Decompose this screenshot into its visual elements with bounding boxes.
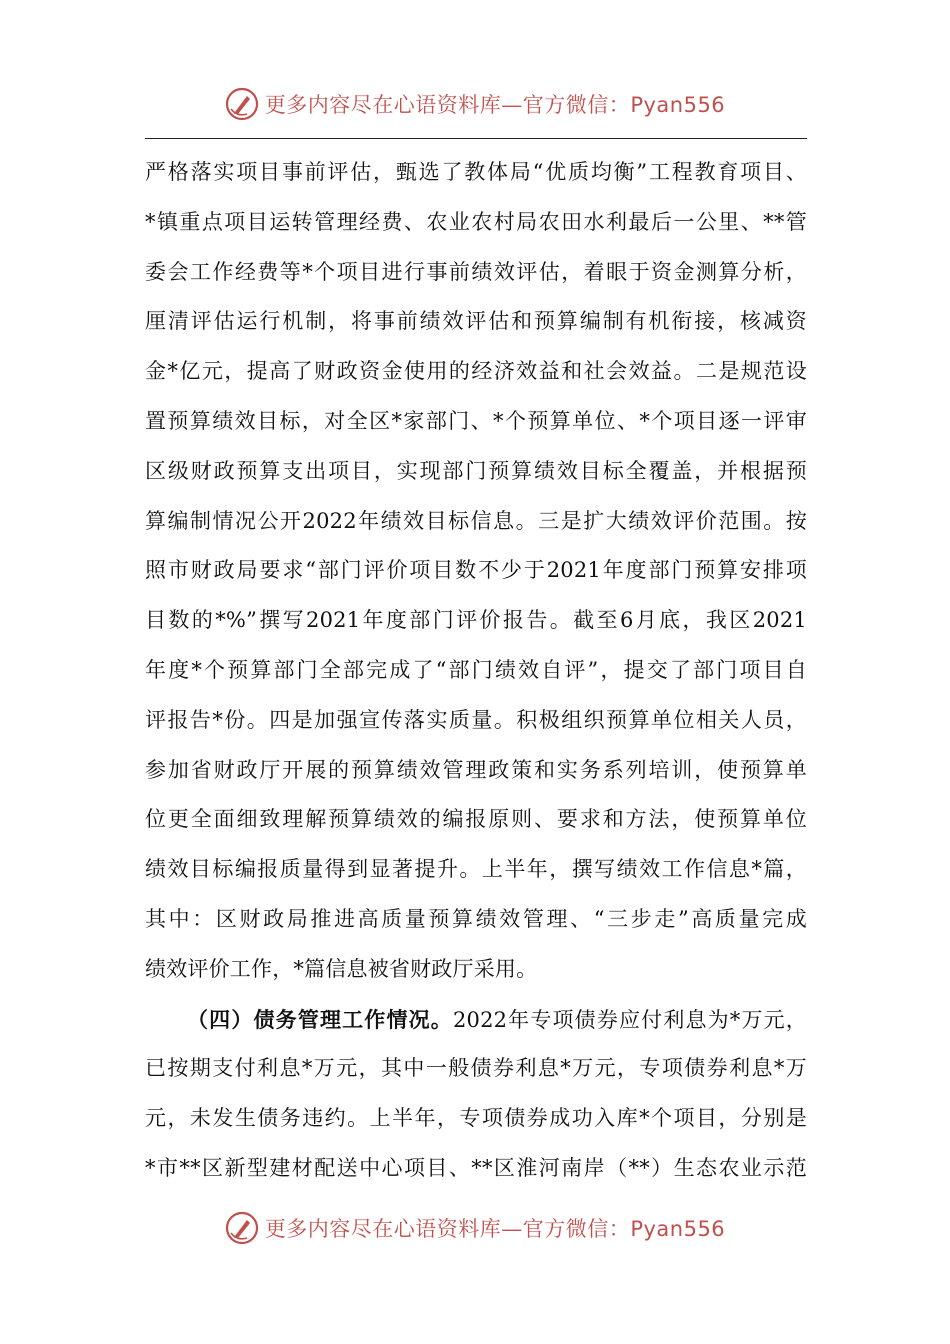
document-body bbox=[145, 148, 807, 1194]
footer-banner-text: 更多内容尽在心语资料库—官方微信：Pyan556 bbox=[264, 1217, 726, 1241]
header-banner bbox=[0, 82, 950, 126]
body-line: 绩效评价工作，*篇信息被省财政厅采用。 bbox=[145, 956, 538, 981]
header-banner-text: 更多内容尽在心语资料库—官方微信：Pyan556 bbox=[264, 93, 726, 117]
body-line: 照市财政局要求“部门评价项目数不少于2021年度部门预算安排项 bbox=[145, 558, 807, 583]
body-line: 厘清评估运行机制，将事前绩效评估和预算编制有机衔接，核减资 bbox=[145, 309, 807, 334]
section4-heading: （四）债务管理工作情况。 bbox=[187, 1006, 453, 1032]
header-divider bbox=[145, 138, 807, 139]
pen-nib-logo-icon bbox=[225, 87, 259, 121]
body-line: 算编制情况公开2022年绩效目标信息。三是扩大绩效评价范围。按 bbox=[145, 508, 807, 533]
body-line: 严格落实项目事前评估，甄选了教体局“优质均衡”工程教育项目、 bbox=[145, 160, 807, 184]
body-line: 置预算绩效目标，对全区*家部门、*个预算单位、*个项目逐一评审 bbox=[145, 408, 807, 433]
body-line: 年度*个预算部门全部完成了“部门绩效自评”，提交了部门项目自 bbox=[145, 657, 807, 682]
body-line: 绩效目标编报质量得到显著提升。上半年，撰写绩效工作信息*篇， bbox=[145, 857, 807, 882]
body-line: 区级财政预算支出项目，实现部门预算绩效目标全覆盖，并根据预 bbox=[145, 458, 807, 483]
body-line: 目数的*%”撰写2021年度部门评价报告。截至6月底，我区2021 bbox=[145, 608, 807, 633]
footer-banner bbox=[0, 1206, 950, 1250]
section4-line: 已按期支付利息*万元，其中一般债券利息*万元，专项债券利息*万 bbox=[145, 1056, 807, 1081]
body-line: 金*亿元，提高了财政资金使用的经济效益和社会效益。二是规范设 bbox=[145, 359, 807, 384]
body-line: 评报告*份。四是加强宣传落实质量。积极组织预算单位相关人员， bbox=[145, 707, 807, 732]
body-line: 委会工作经费等*个项目进行事前绩效评估，着眼于资金测算分析， bbox=[145, 259, 807, 284]
body-line: 位更全面细致理解预算绩效的编报原则、要求和方法，使预算单位 bbox=[145, 807, 807, 832]
section4-line: *市**区新型建材配送中心项目、**区淮河南岸（**）生态农业示范 bbox=[145, 1155, 807, 1180]
section4-first-line-text: 2022年专项债券应付利息为*万元， bbox=[452, 1007, 807, 1032]
body-line: 参加省财政厅开展的预算绩效管理政策和实务系列培训，使预算单 bbox=[145, 757, 807, 782]
body-line: *镇重点项目运转管理经费、农业农村局农田水利最后一公里、**管 bbox=[145, 209, 807, 234]
pen-nib-logo-icon bbox=[225, 1211, 259, 1245]
section4-line: 元，未发生债务违约。上半年，专项债券成功入库*个项目，分别是 bbox=[145, 1106, 807, 1131]
body-line: 其中：区财政局推进高质量预算绩效管理、“三步走”高质量完成 bbox=[145, 906, 807, 931]
section4-first-line bbox=[145, 995, 807, 1045]
